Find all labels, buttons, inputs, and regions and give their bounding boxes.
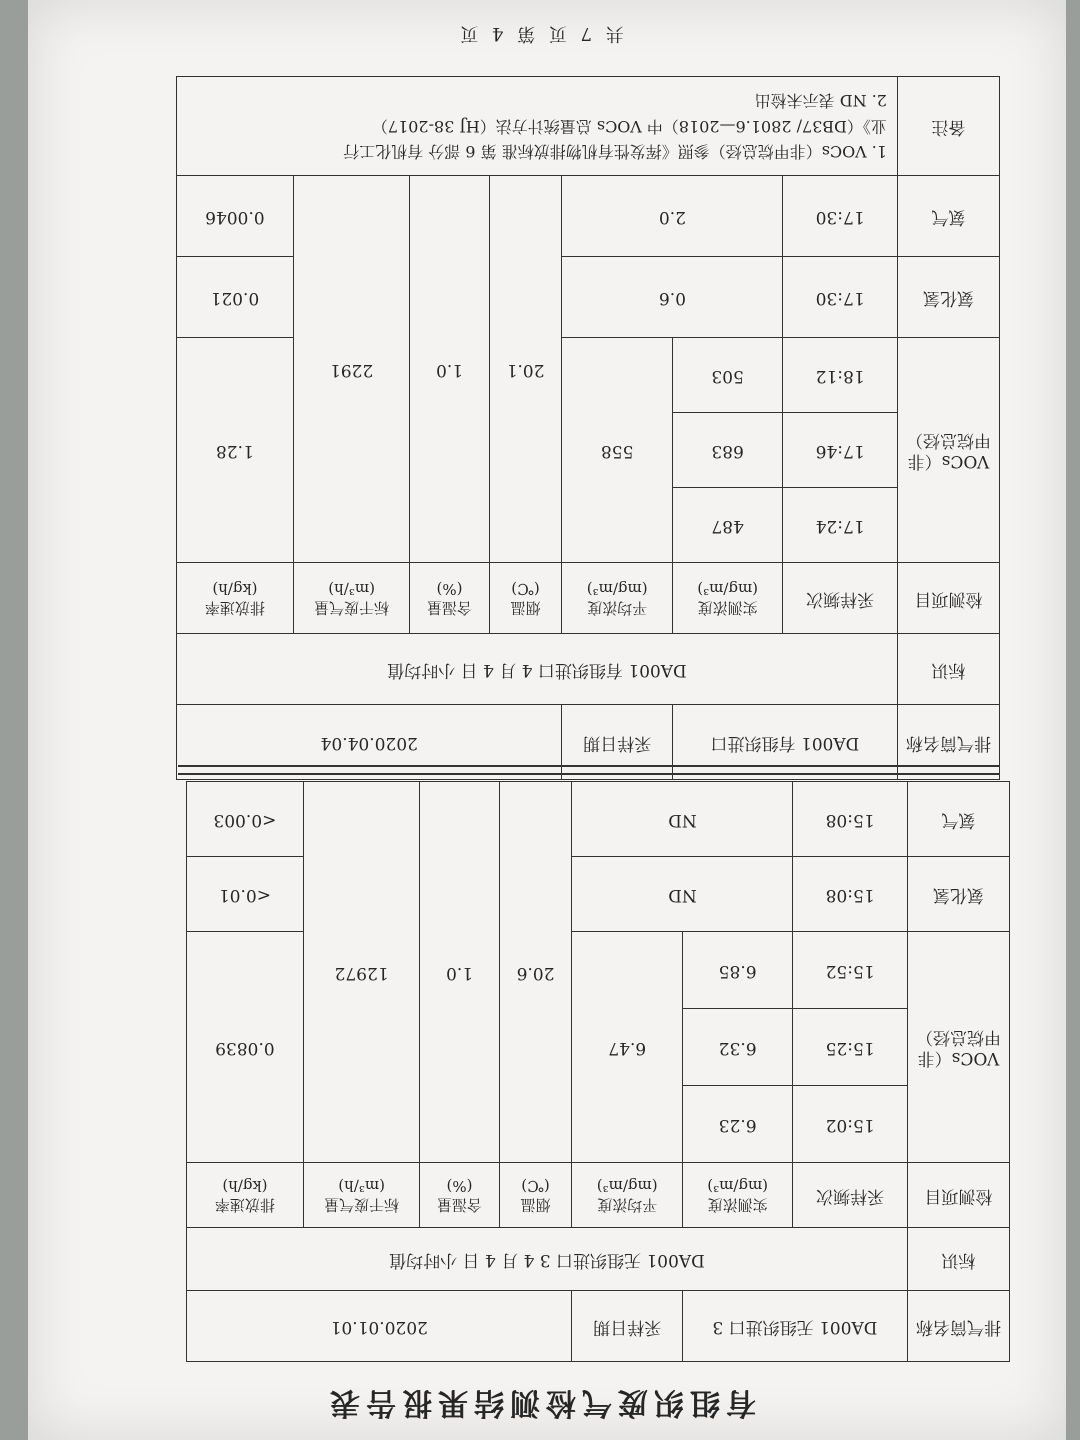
dry-flow-value: 2291 [293,176,410,563]
header-moisture: 含湿量 (%) [420,1163,499,1228]
header-avg-conc: 平均浓度 (mg/m³) [562,563,672,634]
table-cell: 15:02 [793,1086,908,1163]
table-cell: 6.85 [682,932,792,1009]
header-avg-conc: 平均浓度 (mg/m³) [572,1163,682,1228]
header-item: 检测项目 [897,563,999,634]
table-cell: 17:30 [783,176,898,257]
stack-name-value: DA001 无组织进口 3 [682,1291,907,1362]
hydrogen-chloride-item: 氨化氢 [907,857,1009,932]
table-cell: 17:46 [783,413,898,488]
results-table-organized-inlet [176,76,1000,780]
header-dry-flow: 标干废气量 (m³/h) [303,1163,420,1228]
header-moisture: 含湿量 (%) [410,563,489,634]
sampling-date-value: 2020.04.04 [177,705,563,780]
results-table-inorganized-inlet [186,781,1010,1362]
table-cell: 0.0046 [177,176,294,257]
header-emission-rate: 排放速率 (kg/h) [177,563,294,634]
table-cell: <0.003 [187,782,304,857]
identifier-value: DA001 有组织进口 4 月 4 日 小时均值 [177,634,898,705]
table-cell: 17:30 [783,257,898,338]
hydrogen-chloride-item: 氨化氢 [897,257,999,338]
remarks-text [177,77,898,176]
voc-emission-rate: 1.28 [177,338,294,563]
sampling-date-label: 采样日期 [572,1291,682,1362]
table-cell: 683 [672,413,782,488]
table-cell: 15:08 [793,857,908,932]
header-measured-conc: 实测浓度 (mg/m³) [672,563,782,634]
dry-flow-value: 12972 [303,782,420,1163]
header-flue-temp: 烟温 (℃) [499,1163,572,1228]
voc-avg-conc: 558 [562,338,672,563]
table-cell: 0.6 [562,257,783,338]
table-cell: <0.01 [187,857,304,932]
voc-avg-conc: 6.47 [572,932,682,1163]
moisture-value: 1.0 [420,782,499,1163]
voc-item: VOCs（非甲烷总烃） [897,338,999,563]
sampling-date-value: 2020.01.01 [187,1291,573,1362]
identifier-value: DA001 无组织进口 3 4 月 4 日 小时均值 [187,1228,908,1291]
header-freq: 采样频次 [793,1163,908,1228]
table-cell: 17:24 [783,488,898,563]
header-emission-rate: 排放速率 (kg/h) [187,1163,304,1228]
moisture-value: 1.0 [410,176,489,563]
header-dry-flow: 标干废气量 (m³/h) [293,563,410,634]
stack-name-value: DA001 有组织进口 [672,705,897,780]
remark-line: 2. ND 表示未检出 [754,91,887,111]
identifier-label: 标识 [907,1228,1009,1291]
table-cell: ND [572,857,793,932]
gas-item: 氨气 [897,176,999,257]
report-title: 有组织废气检测结果报告表 [324,1385,756,1420]
flue-temp-value: 20.1 [489,176,562,563]
table-cell: 6.32 [682,1009,792,1086]
remark-line: 1. VOCs（非甲烷总烃）参照《挥发性有机物排放标准 第 6 部分 有机化工行 [343,142,887,162]
table-cell: 6.23 [682,1086,792,1163]
flue-temp-value: 20.6 [499,782,572,1163]
page-number: 共 7 页 第 4 页 [456,23,624,44]
table-cell: 15:08 [793,782,908,857]
stack-name-label: 排气筒名称 [897,705,999,780]
table-cell: 2.0 [562,176,783,257]
header-item: 检测项目 [907,1163,1009,1228]
header-freq: 采样频次 [783,563,898,634]
table-cell: 503 [672,338,782,413]
table-cell: 18:12 [783,338,898,413]
stack-name-label: 排气筒名称 [907,1291,1009,1362]
table-cell: 487 [672,488,782,563]
remark-line: 业》（DB37/ 2801.6—2018）中 VOCs 总量统计方法（HJ 38-2017） [371,116,887,136]
header-flue-temp: 烟温 (℃) [489,563,562,634]
gas-item: 氨气 [907,782,1009,857]
table-cell: ND [572,782,793,857]
table-cell: 0.021 [177,257,294,338]
table-cell: 15:25 [793,1009,908,1086]
voc-emission-rate: 0.0839 [187,932,304,1163]
remarks-label: 备注 [897,77,999,176]
header-measured-conc: 实测浓度 (mg/m³) [682,1163,792,1228]
identifier-label: 标识 [897,634,999,705]
sampling-date-label: 采样日期 [562,705,672,780]
table-cell: 15:52 [793,932,908,1009]
voc-item: VOCs（非甲烷总烃） [907,932,1009,1163]
